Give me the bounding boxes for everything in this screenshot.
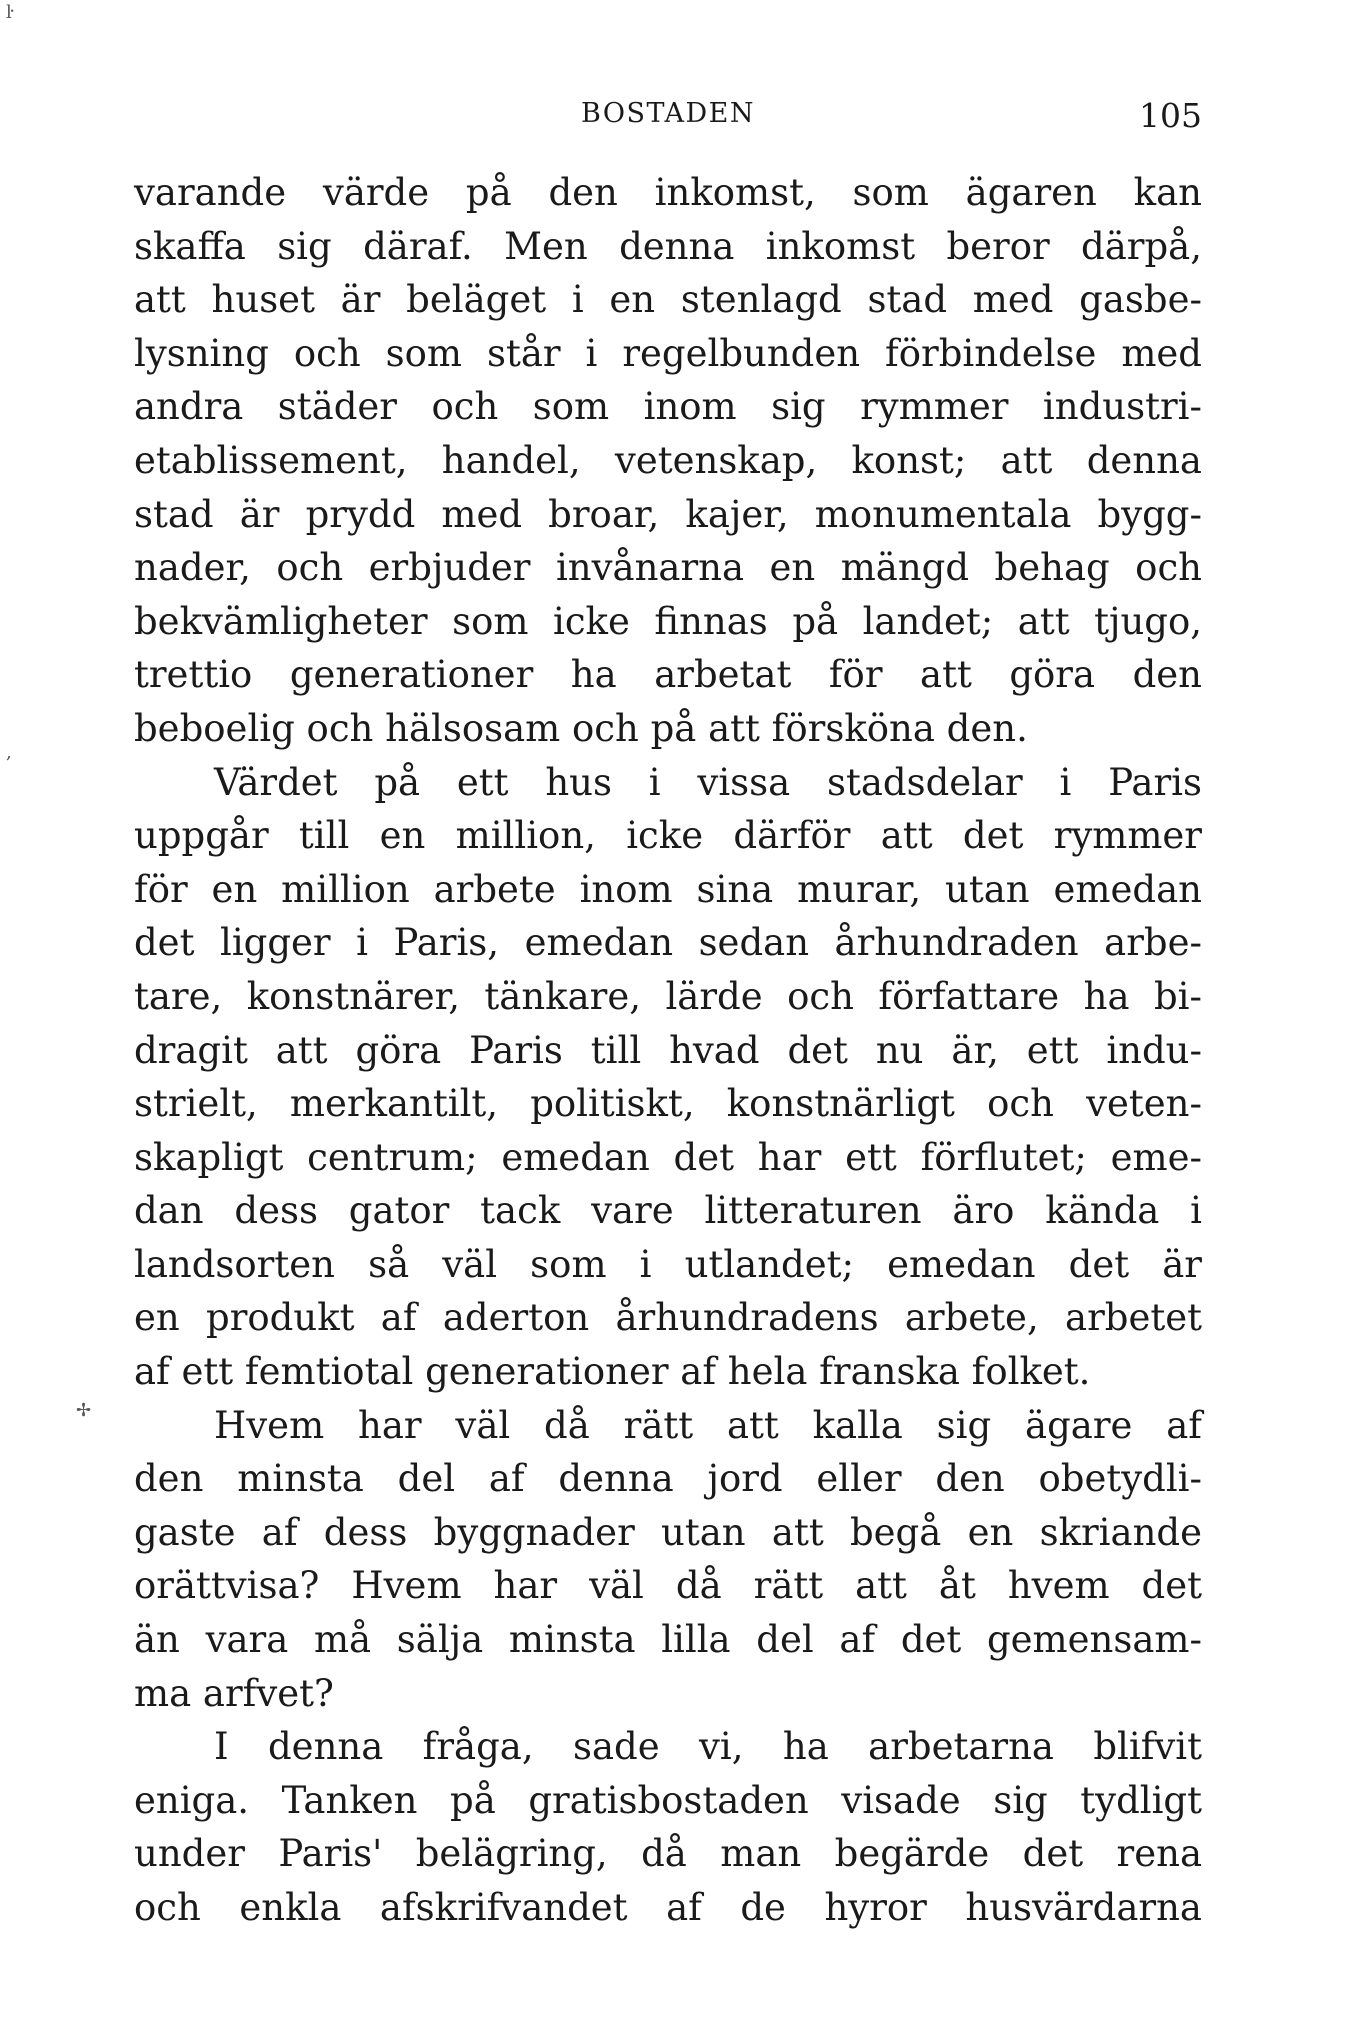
text-line: en produkt af aderton århundradens arbete, arbetet — [134, 1296, 1202, 1340]
edge-speck: ŀ — [6, 2, 12, 23]
text-line: dragit att göra Paris till hvad det nu är, ett indu- — [134, 1028, 1202, 1072]
text-line: varande värde på den inkomst, som ägaren kan — [134, 171, 1202, 214]
text-line: andra städer och som inom sig rymmer industri- — [134, 385, 1202, 429]
text-line: för en million arbete inom sina murar, utan emedan — [134, 867, 1202, 911]
edge-speck: , — [6, 742, 12, 763]
text-line: beboelig och hälsosam och på att försköna den. — [134, 706, 1028, 750]
text-line: strielt, merkantilt, politiskt, konstnärligt och veten- — [134, 1082, 1202, 1126]
text-line: af ett femtiotal generationer af hela franska folket. — [134, 1350, 1091, 1394]
text-line: skaffa sig däraf. Men denna inkomst beror därpå, — [134, 224, 1202, 268]
running-head — [134, 98, 1202, 138]
text-line: skapligt centrum; emedan det har ett förflutet; eme- — [134, 1135, 1202, 1179]
text-line: och enkla afskrifvandet af de hyror husvärdarna — [134, 1886, 1202, 1929]
text-line: Värdet på ett hus i vissa stadsdelar i Paris — [214, 760, 1202, 804]
page-number: 105 — [1139, 96, 1202, 135]
text-line: uppgår till en million, icke därför att det rymmer — [134, 814, 1202, 858]
text-line: stad är prydd med broar, kajer, monumentala bygg- — [134, 492, 1202, 536]
text-line: landsorten så väl som i utlandet; emedan det är — [134, 1242, 1202, 1286]
text-line: ma arfvet? — [134, 1671, 334, 1715]
text-line: dan dess gator tack vare litteraturen äro kända i — [134, 1189, 1202, 1233]
text-line: eniga. Tanken på gratisbostaden visade sig tydligt — [134, 1778, 1202, 1822]
text-line: den minsta del af denna jord eller den obetydli- — [134, 1457, 1202, 1501]
running-title: BOSTADEN — [581, 98, 755, 129]
text-line: än vara må sälja minsta lilla del af det gemensam- — [134, 1618, 1202, 1662]
text-line: gaste af dess byggnader utan att begå en skriande — [134, 1510, 1202, 1554]
text-line: I denna fråga, sade vi, ha arbetarna blifvit — [214, 1725, 1202, 1769]
text-line: bekvämligheter som icke finnas på landet; att tjugo, — [134, 599, 1202, 643]
text-line: under Paris' belägring, då man begärde det rena — [134, 1832, 1202, 1876]
text-line: orättvisa? Hvem har väl då rätt att åt hvem det — [134, 1564, 1202, 1608]
text-line: lysning och som står i regelbunden förbindelse med — [134, 331, 1202, 375]
text-line: det ligger i Paris, emedan sedan århundraden arbe- — [134, 921, 1202, 965]
margin-mark: ✢ — [76, 1400, 92, 1421]
body-text — [134, 166, 1202, 1935]
text-line: trettio generationer ha arbetat för att göra den — [134, 653, 1202, 697]
text-line: etablissement, handel, vetenskap, konst; att denna — [134, 438, 1202, 482]
text-line: tare, konstnärer, tänkare, lärde och författare ha bi- — [134, 974, 1202, 1018]
text-line: nader, och erbjuder invånarna en mängd behag och — [134, 546, 1202, 590]
text-line: att huset är beläget i en stenlagd stad med gasbe- — [134, 278, 1202, 322]
text-line: Hvem har väl då rätt att kalla sig ägare af — [214, 1403, 1202, 1447]
